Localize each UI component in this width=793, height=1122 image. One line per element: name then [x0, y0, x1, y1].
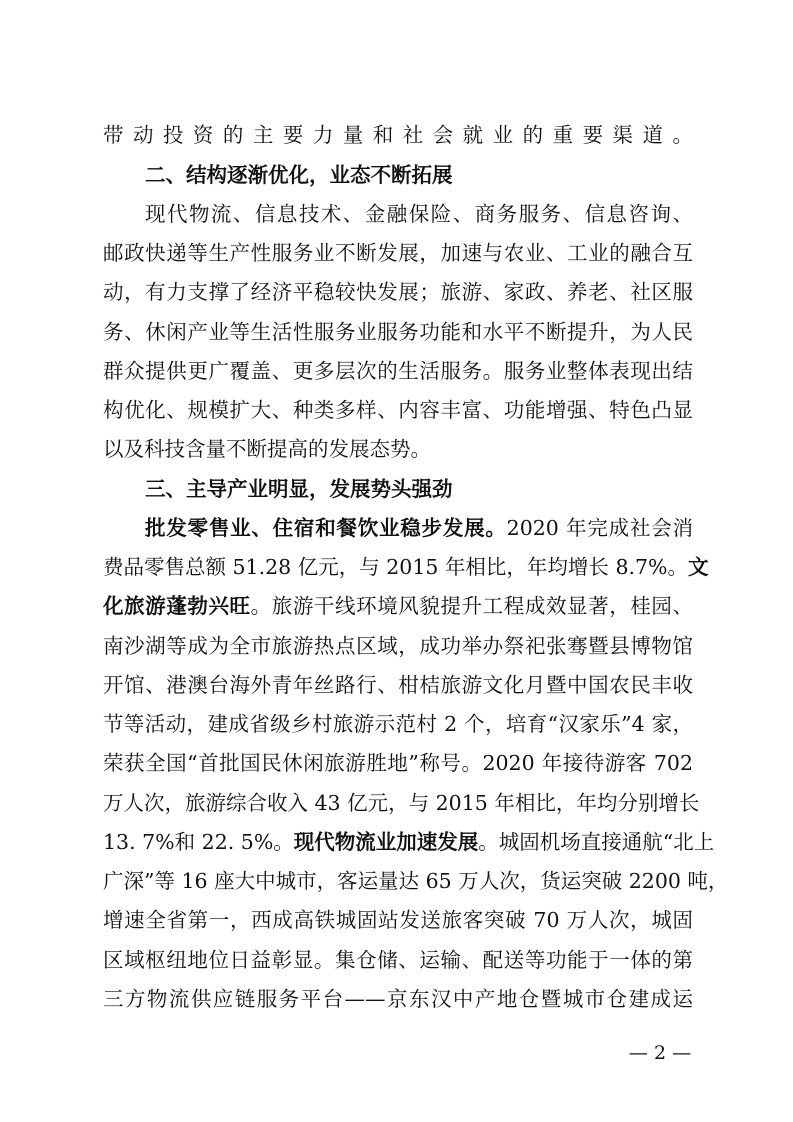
paragraph-line [103, 235, 693, 271]
bold-lead-text: 批发零售业、住宿和餐饮业稳步发展。 [145, 516, 507, 540]
text-run: 广深”等 16 座大中城市，客运量达 65 万人次，货运突破 2200 吨， [103, 869, 729, 893]
text-run: 邮政快递等生产性服务业不断发展，加速与农业、工业的融合互 [103, 241, 693, 265]
text-run: 。城固机场直接通航“北上 [478, 830, 715, 854]
text-run: 以及科技含量不断提高的发展态势。 [103, 437, 431, 461]
text-run: 构优化、规模扩大、种类多样、内容丰富、功能增强、特色凸显 [103, 398, 693, 422]
page-number: — 2 — [628, 1042, 692, 1064]
section-heading-3 [145, 471, 693, 507]
text-run: 现代物流、信息技术、金融保险、商务服务、信息咨询、 [145, 202, 693, 226]
text-run: 带动投资的主要力量和社会就业的重要渠道。 [103, 123, 693, 147]
text-run: 。旅游干线环境风貌提升工程成效显著，桂园、 [250, 594, 694, 618]
paragraph-line [103, 824, 715, 860]
text-run: 区域枢纽地位日益彰显。集仓储、运输、配送等功能于一体的第 [103, 948, 693, 972]
paragraph-line [103, 549, 709, 585]
heading-text: 三、主导产业明显，发展势头强劲 [145, 477, 453, 501]
text-run: 万人次，旅游综合收入 43 亿元，与 2015 年相比，年均分别增长 [103, 791, 700, 815]
text-run: 增速全省第一，西成高铁城固站发送旅客突破 70 万人次，城固 [103, 908, 693, 932]
paragraph-line [145, 196, 693, 232]
paragraph-line [103, 902, 693, 938]
bold-lead-text: 文 [688, 555, 709, 579]
text-run: 13. 7%和 22. 5%。 [103, 830, 294, 854]
paragraph-line [103, 667, 693, 703]
paragraph-line [103, 942, 693, 978]
text-run: 动，有力支撑了经济平稳较快发展；旅游、家政、养老、社区服 [103, 280, 693, 304]
bold-lead-text: 现代物流业加速发展 [293, 830, 479, 854]
paragraph-line [103, 588, 693, 624]
paragraph-line [103, 628, 693, 664]
paragraph-line [145, 510, 693, 546]
paragraph-line [103, 745, 693, 781]
text-run: 南沙湖等成为全市旅游热点区域，成功举办祭祀张骞暨县博物馆 [103, 634, 693, 658]
text-run: 三方物流供应链服务平台——京东汉中产地仓暨城市仓建成运 [103, 987, 693, 1011]
text-run: 务、休闲产业等生活性服务业服务功能和水平不断提升，为人民 [103, 320, 693, 344]
paragraph-line [103, 706, 693, 742]
text-run: 节等活动，建成省级乡村旅游示范村 2 个，培育“汉家乐”4 家， [103, 712, 693, 736]
paragraph-line [103, 785, 700, 821]
paragraph-line [103, 863, 729, 899]
text-run: 费品零售总额 51.28 亿元，与 2015 年相比，年均增长 8.7%。 [103, 555, 689, 579]
text-run: 荣获全国“首批国民休闲旅游胜地”称号。2020 年接待游客 702 [103, 751, 693, 775]
paragraph-line [103, 314, 693, 350]
bold-lead-text: 化旅游蓬勃兴旺 [103, 594, 251, 618]
paragraph-line [103, 274, 693, 310]
paragraph-line [103, 117, 693, 153]
text-run: 开馆、港澳台海外青年丝路行、柑桔旅游文化月暨中国农民丰收 [103, 673, 693, 697]
paragraph-line [103, 392, 693, 428]
paragraph-line [103, 353, 693, 389]
section-heading-2 [145, 157, 693, 193]
heading-text: 二、结构逐渐优化，业态不断拓展 [145, 163, 453, 187]
text-run: 群众提供更广覆盖、更多层次的生活服务。服务业整体表现出结 [103, 359, 693, 383]
paragraph-line [103, 431, 693, 467]
text-run: 2020 年完成社会消 [506, 516, 694, 540]
paragraph-line [103, 981, 693, 1017]
